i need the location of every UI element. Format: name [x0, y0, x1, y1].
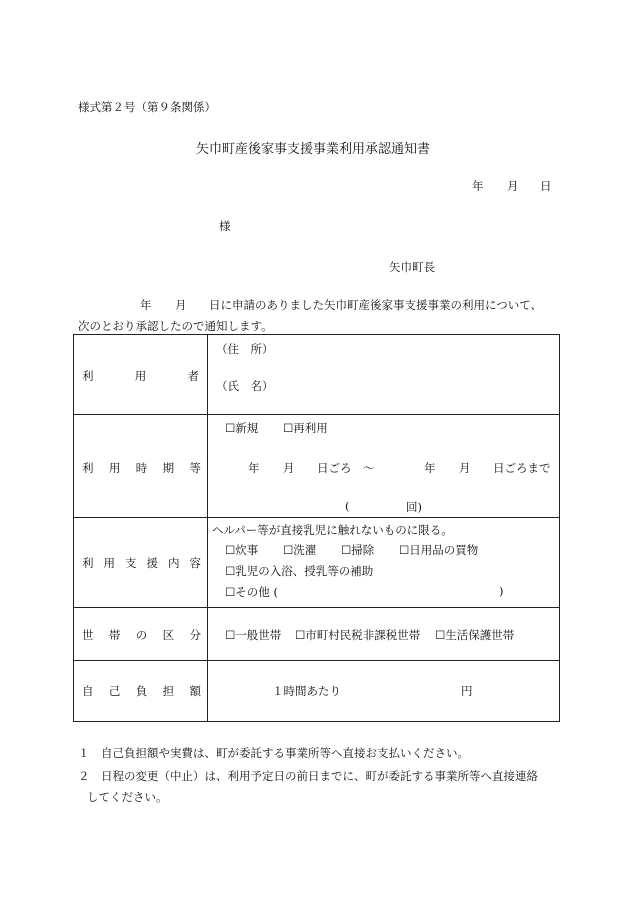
date-month: 月: [507, 179, 519, 193]
other-close-paren: ): [499, 584, 504, 598]
checkbox-shopping[interactable]: ☐日用品の買物: [399, 543, 479, 557]
document-title: 矢巾町産後家事支援事業利用承認通知書: [196, 142, 431, 157]
period-label-cell: [74, 415, 208, 518]
period-value-cell: [208, 415, 560, 518]
issuer: 矢巾町長: [389, 260, 435, 274]
checkbox-cleaning[interactable]: ☐掃除: [341, 543, 375, 557]
note-2-text: 日程の変更（中止）は、利用予定日の前日までに、町が委託する事業所等へ直接連絡: [101, 769, 538, 783]
note-1-number: １: [78, 746, 90, 760]
period-year-1: 年: [248, 461, 260, 475]
intro-year: 年: [140, 298, 152, 312]
period-year-2: 年: [424, 461, 436, 475]
count-close: 回): [406, 500, 422, 514]
intro-text-line2: 次のとおり承認したので通知します。: [78, 319, 273, 333]
form-number: 様式第２号（第９条関係）: [78, 100, 216, 114]
period-day-1: 日ごろ ～: [317, 461, 375, 475]
copay-value-cell: [208, 661, 560, 722]
addressee-suffix: 様: [219, 219, 231, 233]
note-2-continuation: してください。: [87, 790, 168, 804]
copay-label-cell: [74, 661, 208, 722]
support-label-cell: [74, 518, 208, 608]
copay-per-hour: １時間あたり: [272, 684, 341, 698]
checkbox-reuse[interactable]: ☐再利用: [283, 421, 328, 435]
period-month-1: 月: [283, 461, 295, 475]
date-year: 年: [472, 179, 484, 193]
intro-text: 日に申請のありました矢巾町産後家事支援事業の利用について、: [209, 298, 543, 312]
user-address: （住 所）: [216, 342, 274, 356]
checkbox-general-household[interactable]: ☐一般世帯: [225, 628, 282, 642]
checkbox-tax-exempt-household[interactable]: ☐市町村民税非課税世帯: [295, 628, 421, 642]
period-month-2: 月: [459, 461, 471, 475]
household-label-cell: [74, 608, 208, 661]
checkbox-laundry[interactable]: ☐洗濯: [283, 543, 317, 557]
period-day-2: 日ごろまで: [493, 461, 551, 475]
copay-label: 自 己 負 担 額: [82, 684, 201, 698]
checkbox-welfare-household[interactable]: ☐生活保護世帯: [435, 628, 515, 642]
checkbox-cooking[interactable]: ☐炊事: [225, 543, 259, 557]
approval-table: [73, 334, 560, 722]
checkbox-new[interactable]: ☐新規: [225, 421, 259, 435]
intro-month: 月: [175, 298, 187, 312]
period-label: 利 用 時 期 等: [82, 461, 201, 475]
note-2-number: ２: [78, 769, 90, 783]
support-note: ヘルパー等が直接乳児に触れないものに限る。: [212, 523, 453, 537]
user-label-cell: [74, 335, 208, 415]
checkbox-other[interactable]: ☐その他 (: [225, 585, 278, 599]
copay-yen: 円: [461, 684, 473, 698]
checkbox-bathing[interactable]: ☐乳児の入浴、授乳等の補助: [225, 564, 374, 578]
household-value-cell: [208, 608, 560, 661]
user-value-cell: [208, 335, 560, 415]
count-open: (: [345, 499, 350, 513]
user-label: 利 用 者: [82, 369, 199, 383]
support-value-cell: [208, 518, 560, 608]
household-label: 世 帯 の 区 分: [82, 628, 201, 642]
support-label: 利 用 支 援 内 容: [82, 556, 201, 570]
date-day: 日: [540, 179, 552, 193]
note-1-text: 自己負担額や実費は、町が委託する事業所等へ直接お支払いください。: [101, 746, 469, 760]
user-name: （氏 名）: [216, 379, 274, 393]
